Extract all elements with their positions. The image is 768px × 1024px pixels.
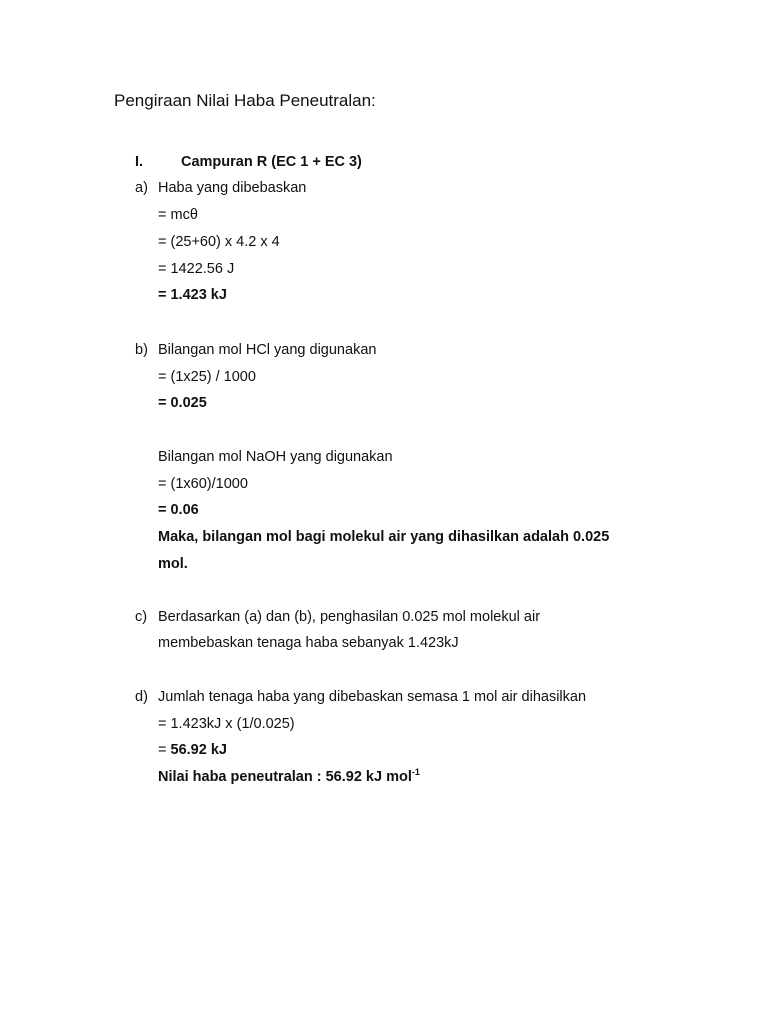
part-a-step1: = mcθ bbox=[158, 207, 198, 223]
page-title: Pengiraan Nilai Haba Peneutralan: bbox=[114, 91, 376, 110]
part-b-naoh-step: = (1x60)/1000 bbox=[158, 476, 248, 492]
part-b-marker: b) bbox=[135, 342, 148, 358]
part-b-conclusion-line1: Maka, bilangan mol bagi molekul air yang dihasilkan adalah 0.025 bbox=[158, 529, 610, 545]
part-b-naoh-result: = 0.06 bbox=[158, 502, 199, 518]
part-c-line2: membebaskan tenaga haba sebanyak 1.423kJ bbox=[158, 635, 459, 651]
part-a-result: = 1.423 kJ bbox=[158, 287, 227, 303]
section-heading: Campuran R (EC 1 + EC 3) bbox=[181, 154, 362, 170]
part-a-step3: = 1422.56 J bbox=[158, 261, 235, 277]
part-b-hcl-result: = 0.025 bbox=[158, 395, 207, 411]
part-c-line1: Berdasarkan (a) dan (b), penghasilan 0.025 mol molekul air bbox=[158, 609, 541, 625]
part-d-final bbox=[158, 768, 420, 786]
part-b-naoh-label: Bilangan mol NaOH yang digunakan bbox=[158, 449, 393, 465]
part-b-conclusion-line2: mol. bbox=[158, 556, 188, 572]
part-d-final-sup: -1 bbox=[411, 767, 420, 777]
part-b-hcl-label: Bilangan mol HCl yang digunakan bbox=[158, 342, 377, 358]
section-numeral: I. bbox=[135, 154, 144, 170]
part-d-step2 bbox=[158, 741, 227, 759]
part-a-step2: = (25+60) x 4.2 x 4 bbox=[158, 234, 280, 250]
part-b-hcl-step: = (1x25) / 1000 bbox=[158, 369, 256, 385]
part-d-step2-value: 56.92 kJ bbox=[170, 742, 227, 758]
part-d-step2-eq: = bbox=[158, 742, 171, 758]
part-a-marker: a) bbox=[135, 180, 148, 196]
part-d-final-label: Nilai haba peneutralan : 56.92 kJ mol bbox=[158, 769, 412, 785]
part-c-marker: c) bbox=[135, 609, 148, 625]
part-d-line1: Jumlah tenaga haba yang dibebaskan semasa 1 mol air dihasilkan bbox=[158, 689, 587, 705]
part-a-label: Haba yang dibebaskan bbox=[158, 180, 307, 196]
part-d-marker: d) bbox=[135, 689, 148, 705]
part-d-step1: = 1.423kJ x (1/0.025) bbox=[158, 716, 295, 732]
